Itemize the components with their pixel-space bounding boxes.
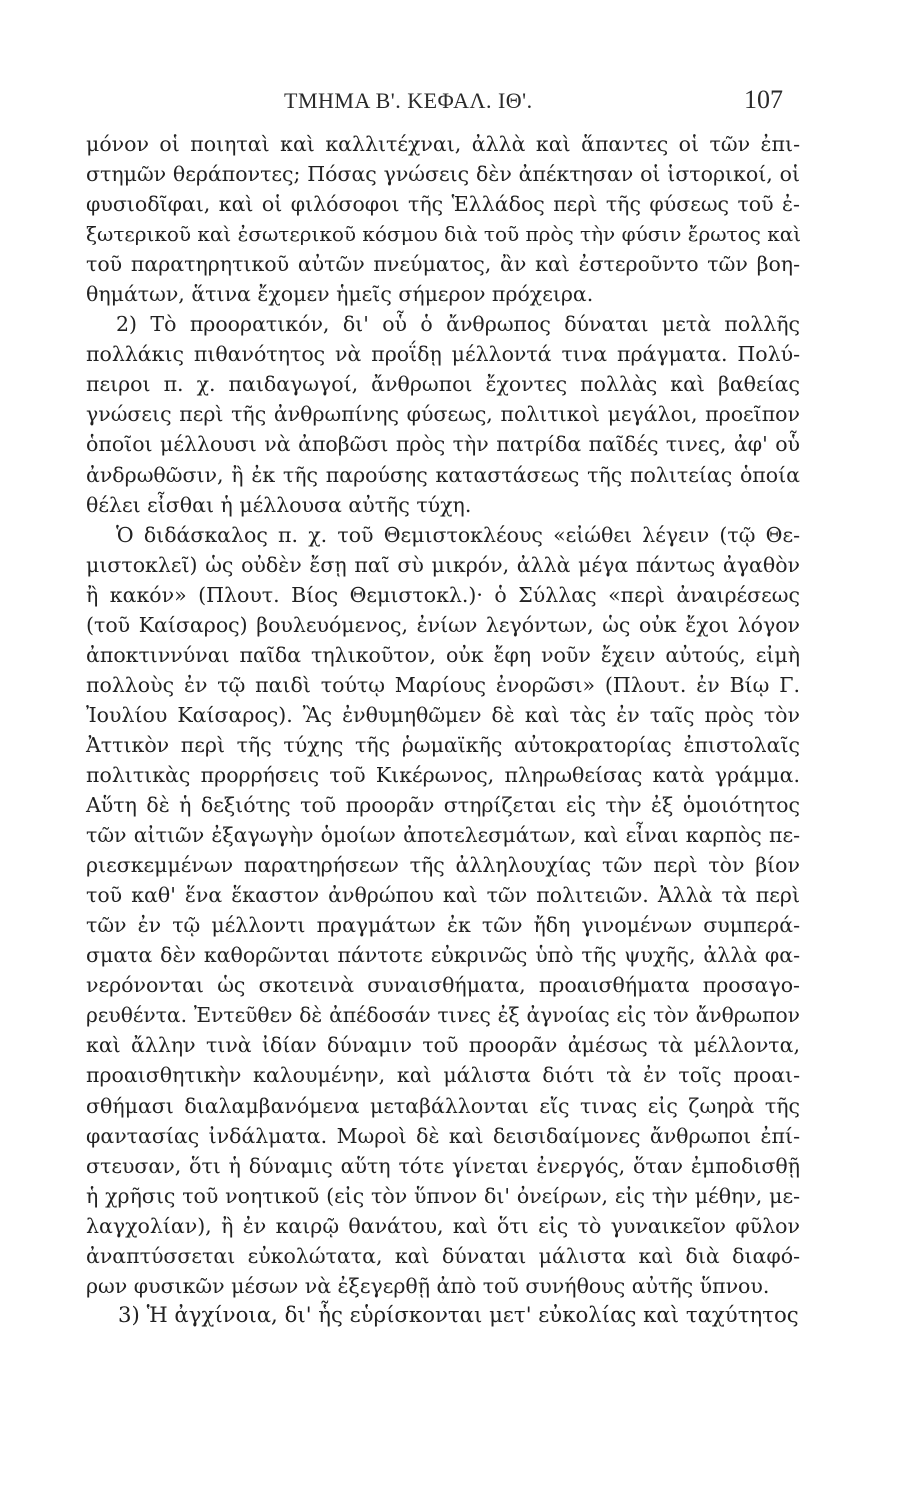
text-line: ἀναπτύσσεται εὐκολώτατα, καὶ δύναται μάλιστα καὶ διὰ διαφό- (86, 1243, 800, 1268)
text-line: μιστοκλεῖ) ὡς οὐδὲν ἔσῃ παῖ σὺ μικρόν, ἀλλὰ μέγα πάντως ἀγαθὸν (86, 552, 800, 577)
text-line: θέλει εἶσθαι ἡ μέλλουσα αὐτῆς τύχη. (86, 492, 472, 517)
body-text (86, 129, 800, 1331)
text-line: λαγχολίαν), ἢ ἐν καιρῷ θανάτου, καὶ ὅτι εἰς τὸ γυναικεῖον φῦλον (86, 1213, 800, 1238)
text-line: ἀνδρωθῶσιν, ἢ ἐκ τῆς παρούσης καταστάσεως τῆς πολιτείας ὁποία (86, 462, 800, 487)
text-line: θημάτων, ἅτινα ἔχομεν ἡμεῖς σήμερον πρόχειρα. (86, 282, 594, 307)
text-line: Ὁ διδάσκαλος π. χ. τοῦ Θεμιστοκλέους «εἰώθει λέγειν (τῷ Θε- (116, 522, 800, 547)
text-line: 2) Τὸ προορατικόν, δι' οὗ ὁ ἄνθρωπος δύναται μετὰ πολλῆς (116, 312, 800, 337)
running-header (0, 85, 918, 118)
text-line: τοῦ καθ' ἕνα ἕκαστον ἀνθρώπου καὶ τῶν πολιτειῶν. Ἀλλὰ τὰ περὶ (86, 883, 800, 908)
text-line: Ἀττικὸν περὶ τῆς τύχης τῆς ῥωμαϊκῆς αὐτοκρατορίας ἐπιστολαῖς (86, 732, 800, 757)
text-line: ἢ κακόν» (Πλουτ. Βίος Θεμιστοκλ.)· ὁ Σύλλας «περὶ ἀναιρέσεως (86, 582, 800, 607)
text-line: τῶν αἰτιῶν ἐξαγωγὴν ὁμοίων ἀποτελεσμάτων, καὶ εἶναι καρπὸς πε- (86, 823, 800, 848)
page-number: 107 (744, 85, 783, 114)
text-line: τῶν ἐν τῷ μέλλοντι πραγμάτων ἐκ τῶν ἤδη γινομένων συμπερά- (86, 913, 800, 938)
text-line: σθήμασι διαλαμβανόμενα μεταβάλλονται εἴς τινας εἰς ζωηρὰ τῆς (86, 1093, 800, 1118)
text-line: (τοῦ Καίσαρος) βουλευόμενος, ἐνίων λεγόντων, ὡς οὐκ ἔχοι λόγον (86, 612, 800, 637)
running-title: ΤΜΗΜΑ Β'. ΚΕΦΑΛ. ΙΘ'. (284, 88, 533, 113)
text-line: προαισθητικὴν καλουμένην, καὶ μάλιστα διότι τὰ ἐν τοῖς προαι- (86, 1063, 800, 1088)
text-line: στευσαν, ὅτι ἡ δύναμις αὕτη τότε γίνεται ἐνεργός, ὅταν ἐμποδισθῇ (86, 1153, 800, 1178)
text-line: σματα δὲν καθορῶνται πάντοτε εὐκρινῶς ὑπὸ τῆς ψυχῆς, ἀλλὰ φα- (86, 943, 800, 968)
text-line: καὶ ἄλλην τινὰ ἰδίαν δύναμιν τοῦ προορᾶν ἀμέσως τὰ μέλλοντα, (86, 1033, 800, 1058)
text-line: τοῦ παρατηρητικοῦ αὐτῶν πνεύματος, ἂν καὶ ἐστεροῦντο τῶν βοη- (86, 252, 800, 277)
text-line: ξωτερικοῦ καὶ ἐσωτερικοῦ κόσμου διὰ τοῦ πρὸς τὴν φύσιν ἔρωτος καὶ (86, 222, 802, 247)
text-line: μόνον οἱ ποιηταὶ καὶ καλλιτέχναι, ἀλλὰ καὶ ἅπαντες οἱ τῶν ἐπι- (86, 132, 800, 156)
text-line: ρευθέντα. Ἐντεῦθεν δὲ ἀπέδοσάν τινες ἐξ ἀγνοίας εἰς τὸν ἄνθρωπον (86, 1003, 800, 1028)
text-line: στημῶν θεράποντες; Πόσας γνώσεις δὲν ἀπέκτησαν οἱ ἱστορικοί, οἱ (86, 162, 800, 187)
text-line: πολλοὺς ἐν τῷ παιδὶ τούτῳ Μαρίους ἐνορῶσι» (Πλουτ. ἐν Βίῳ Γ. (86, 672, 800, 697)
text-line: Αὕτη δὲ ἡ δεξιότης τοῦ προορᾶν στηρίζεται εἰς τὴν ἐξ ὁμοιότητος (86, 793, 800, 818)
text-line: ὁποῖοι μέλλουσι νὰ ἀποβῶσι πρὸς τὴν πατρίδα παῖδές τινες, ἀφ' οὗ (86, 432, 800, 457)
text-line: ρων φυσικῶν μέσων νὰ ἐξεγερθῇ ἀπὸ τοῦ συνήθους αὐτῆς ὕπνου. (86, 1273, 770, 1298)
text-line: γνώσεις περὶ τῆς ἀνθρωπίνης φύσεως, πολιτικοὶ μεγάλοι, προεῖπον (86, 402, 800, 427)
text-line: πολλάκις πιθανότητος νὰ προΐδῃ μέλλοντά τινα πράγματα. Πολύ- (86, 342, 800, 367)
text-line: Ἰουλίου Καίσαρος). Ἂς ἐνθυμηθῶμεν δὲ καὶ τὰς ἐν ταῖς πρὸς τὸν (86, 702, 800, 727)
text-line: ἀποκτιννύναι παῖδα τηλικοῦτον, οὐκ ἔφη νοῦν ἔχειν αὐτούς, εἰμὴ (86, 642, 800, 667)
text-line: 3) Ἡ ἀγχίνοια, δι' ἧς εὑρίσκονται μετ' εὐκολίας καὶ ταχύτητος (118, 1302, 799, 1328)
text-line: νερόνονται ὡς σκοτεινὰ συναισθήματα, προαισθήματα προσαγο- (86, 973, 800, 998)
text-line: ἡ χρῆσις τοῦ νοητικοῦ (εἰς τὸν ὕπνον δι' ὀνείρων, εἰς τὴν μέθην, με- (86, 1183, 800, 1208)
text-line: ριεσκεμμένων παρατηρήσεων τῆς ἀλληλουχίας τῶν περὶ τὸν βίον (86, 853, 800, 878)
text-line: φυσιοδῖφαι, καὶ οἱ φιλόσοφοι τῆς Ἑλλάδος περὶ τῆς φύσεως τοῦ ἐ- (86, 192, 800, 217)
text-line: πολιτικὰς προρρήσεις τοῦ Κικέρωνος, πληρωθείσας κατὰ γράμμα. (86, 762, 800, 787)
text-line: φαντασίας ἰνδάλματα. Μωροὶ δὲ καὶ δεισιδαίμονες ἄνθρωποι ἐπί- (86, 1123, 800, 1148)
text-line: πειροι π. χ. παιδαγωγοί, ἄνθρωποι ἔχοντες πολλὰς καὶ βαθείας (86, 372, 800, 397)
